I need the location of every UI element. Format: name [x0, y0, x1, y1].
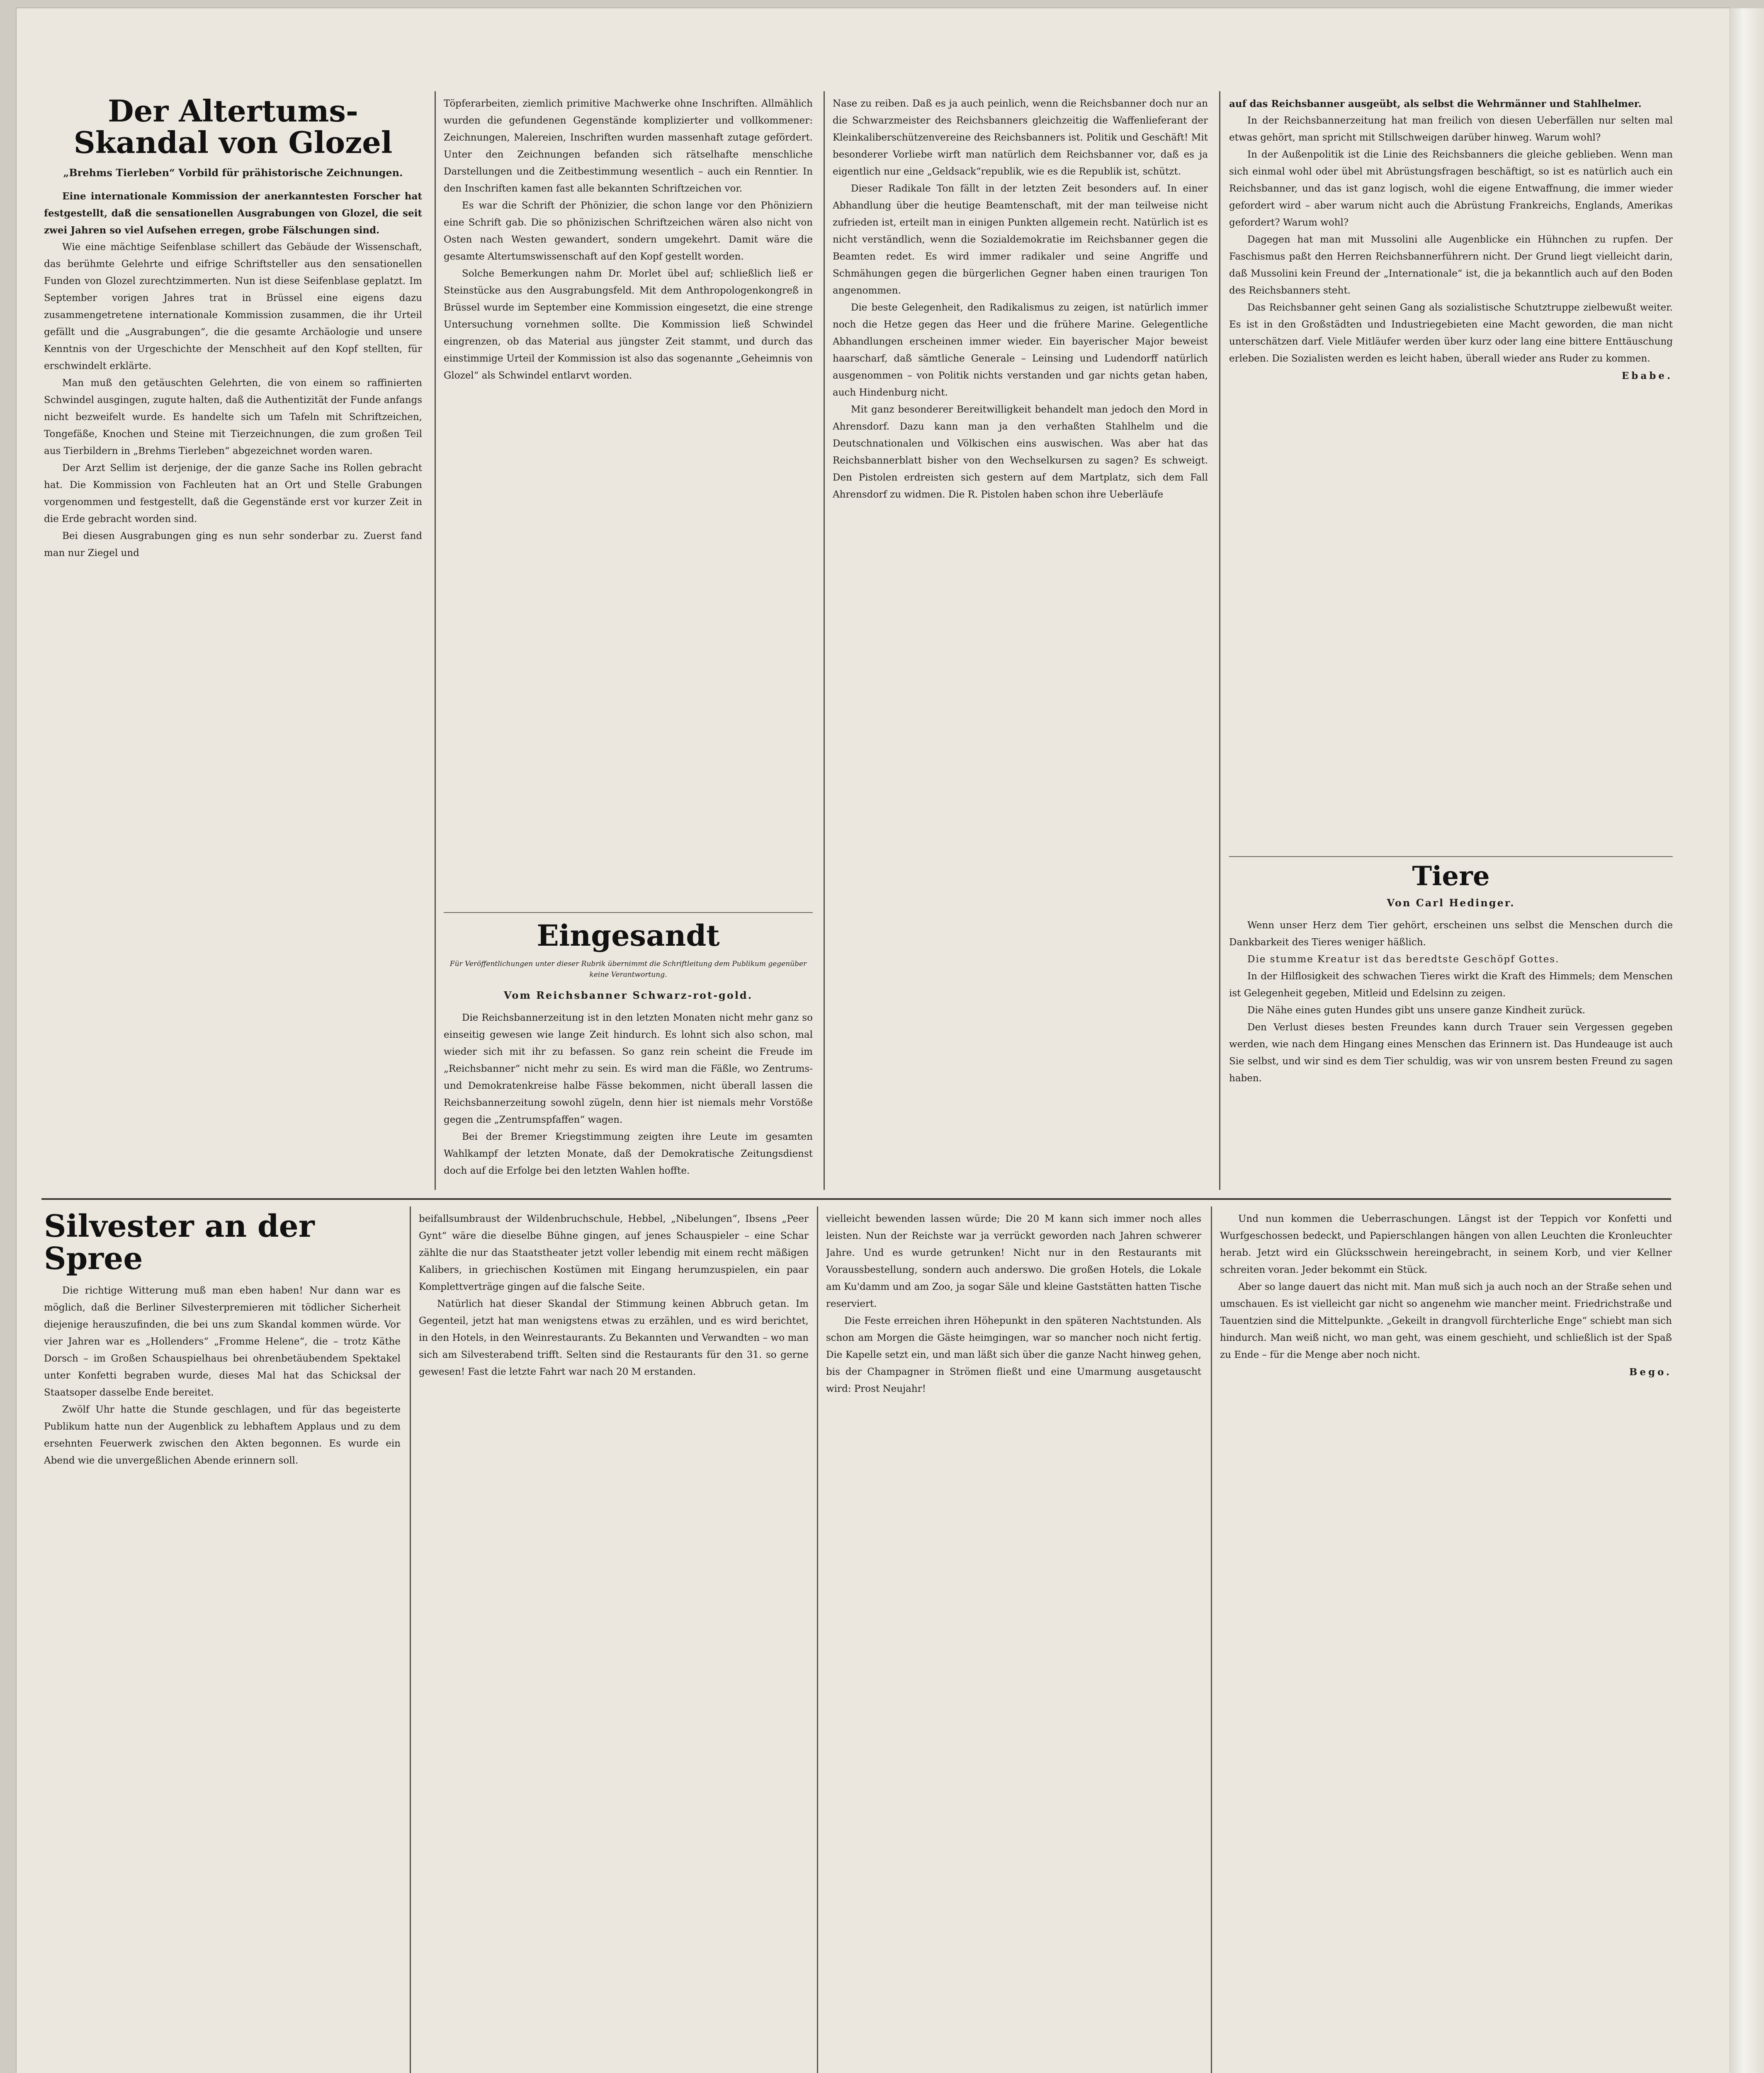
paragraph: Aber so lange dauert das nicht mit. Man muß sich ja auch noch an der Straße sehen und umschauen. Es ist vielleicht gar nicht so angenehm wie mancher meint. Friedrichstraße und Tauentzien sind die Mittelpunkte. „Gekeilt in drangvoll fürchterliche Enge“ schiebt man sich hindurch. Man weiß nicht, wo man geht, was einem geschieht, und schließlich ist der Spaß zu Ende – für die Menge aber noch nicht.: [1220, 1282, 1672, 1360]
newspaper-page: [17, 8, 1729, 2073]
paragraph: Die Nähe eines guten Hundes gibt uns unsere ganze Kindheit zurück.: [1247, 1005, 1586, 1016]
byline-eingesandt: Vom Reichsbanner Schwarz-rot-gold.: [503, 989, 753, 1001]
editorial-note: Für Veröffentlichungen unter dieser Rubrik übernimmt die Schriftleitung dem Publikum gegenüber keine Verantwortung.: [450, 959, 807, 979]
paragraph: Zwölf Uhr hatte die Stunde geschlagen, und für das begeisterte Publikum hatte nun der Augenblick zu lebhaftem Applaus und zu dem ersehnten Feuerwerk zwischen den Akten begonnen. Es wurde ein Abend wie die unvergeßlichen Abende erinnern soll.: [44, 1404, 401, 1466]
paragraph: Wenn unser Herz dem Tier gehört, erscheinen uns selbst die Menschen durch die Dankbarkeit des Tieres weniger häßlich.: [1229, 920, 1673, 948]
paragraph: Und nun kommen die Ueberraschungen. Längst ist der Teppich vor Konfetti und Wurfgeschossen bedeckt, und Papierschlangen hängen von allen Leuchten die Kronleuchter herab. Jetzt wird ein Glücksschwein hereingebracht, in seinem Korb, und vier Kellner schreiten voran. Jeder bekommt ein Stück.: [1220, 1214, 1672, 1275]
article-eingesandt: [444, 920, 813, 1190]
paragraph: beifallsumbraust der Wildenbruchschule, Hebbel, „Nibelungen“, Ibsens „Peer Gynt“ wäre die dieselbe Bühne gingen, auf jenes Schauspieler – eine Schar zählte die nur das Staatstheater jetzt voller lebendig mit einem recht mäßigen Kalibers, in griechischen Kostümen mit Eingang herumzuspielen, ein paar Komplettverträge gingen auf die falsche Seite.: [419, 1214, 809, 1292]
paragraph: Es war die Schrift der Phönizier, die schon lange vor den Phöniziern eine Schrift gab. Die so phönizischen Schriftzeichen wären also nicht von Osten nach Westen gewandert, sondern umgekehrt. Damit wäre die gesamte Altertumswissenschaft auf den Kopf gestellt worden.: [444, 200, 813, 262]
article-tiere: [1229, 862, 1673, 1177]
column-rule: [410, 1206, 411, 2073]
paragraph: Man muß den getäuschten Gelehrten, die von einem so raffinierten Schwindel ausgingen, zugute halten, daß die Authentizität der Funde anfangs nicht bezweifelt wurde. Es handelte sich um Tafeln mit Schriftzeichen, Tongefäße, Knochen und Steine mit Tierzeichnungen, die zum großen Teil aus Tierbildern in „Brehms Tierleben“ abgezeichnet worden waren.: [44, 378, 422, 457]
paragraph: auf das Reichsbanner ausgeübt, als selbst die Wehrmänner und Stahlhelmer.: [1229, 98, 1642, 109]
article-alterturm: [44, 95, 422, 1190]
paragraph: Die richtige Witterung muß man eben haben! Nur dann war es möglich, daß die Berliner Silvesterpremieren mit tödlicher Sicherheit diejenige herauszufinden, die bei uns zum Skandal kommen würde. Vor vier Jahren war es „Hollenders“ „Fromme Helene“, die – trotz Käthe Dorsch – im Großen Schauspielhaus bei ohrenbetäubendem Spektakel unter Konfetti begraben wurde, dieses Mal hat das Schicksal der Staatsoper dasselbe Ende bereitet.: [44, 1285, 401, 1398]
paragraph: In der Außenpolitik ist die Linie des Reichsbanners die gleiche geblieben. Wenn man sich einmal wohl oder übel mit Abrüstungsfragen beschäftigt, so ist es natürlich auch ein Reichsbanner, und das ist ganz logisch, wohl die eigene Entwaffnung, die immer wieder gefordert wird – aber warum nicht auch die Abrüstung Frankreichs, Englands, Amerikas gefordert? Warum wohl?: [1229, 149, 1673, 228]
paragraph: Dagegen hat man mit Mussolini alle Augenblicke ein Hühnchen zu rupfen. Der Faschismus paßt den Herren Reichsbannerführern nicht. Der Grund liegt vielleicht darin, daß Mussolini kein Freund der „Internationale“ ist, die ja bekanntlich auch auf den Boden des Reichsbanners steht.: [1229, 234, 1673, 296]
headline-eingesandt: Eingesandt: [537, 920, 720, 953]
paragraph: Bei der Bremer Kriegstimmung zeigten ihre Leute im gesamten Wahlkampf der letzten Monate, daß der Demokratische Zeitungsdienst doch auf die Erfolge bei den letzten Wahlen hoffte.: [444, 1131, 813, 1176]
article-silvester: [44, 1211, 401, 2073]
paragraph: vielleicht bewenden lassen würde; Die 20 M kann sich immer noch alles leisten. Nun der Reichste war ja verrückt geworden nach Jahren schwerer Jahre. Und es wurde getrunken! Nicht nur in den Restaurants mit Voraussbestellung, sondern auch anderswo. Die großen Hotels, die Lokale am Ku'damm und am Zoo, ja sogar Säle und kleine Gaststätten hatten Tische reserviert.: [826, 1214, 1201, 1309]
paragraph: Töpferarbeiten, ziemlich primitive Machwerke ohne Inschriften. Allmählich wurden die gefundenen Gegenstände komplizierter und vollkommener: Zeichnungen, Malereien, Inschriften wurden massenhaft zutage gefördert. Unter den Zeichnungen befanden sich rätselhafte menschliche Darstellungen und die Zeitbestimmung wesentlich – auch ein Renntier. In den Inschriften kamen fast alle bekannten Schriftzeichen vor.: [444, 98, 813, 194]
article-divider: [444, 912, 813, 913]
paragraph: Nase zu reiben. Daß es ja auch peinlich, wenn die Reichsbanner doch nur an die Schwarzmeister des Reichsbanners gleichzeitig die Waffenlieferant der Kleinkaliberschützenvereine des Reichsbanners ist. Politik und Geschäft! Mit besonderer Vorliebe wirft man natürlich dem Reichsbanner vor, daß es ja eigentlich nur eine „Geldsack“republik, wie es die Republik ist, schützt.: [833, 98, 1208, 177]
headline-alterturm: Der Altertums-Skandal von Glozel: [73, 95, 393, 160]
paragraph: Dieser Radikale Ton fällt in der letzten Zeit besonders auf. In einer Abhandlung über die heutige Beamtenschaft, mit der man teilweise nicht zufrieden ist, erteilt man in einigen Punkten allgemein recht. Natürlich ist es nicht verständlich, wenn die Sozialdemokratie im Reichsbanner gegen die Beamten redet. Es wird immer radikaler und seine Angriffe und Schmähungen gegen die bürgerlichen Gegner haben einen traurigen Ton angenommen.: [833, 183, 1208, 296]
paragraph: Den Verlust dieses besten Freundes kann durch Trauer sein Vergessen gegeben werden, wie nach dem Hingang eines Menschen das Erinnern ist. Das Hundeauge ist auch Sie selbst, und wir sind es dem Tier schuldig, was wir von unsrem besten Freund zu sagen haben.: [1229, 1022, 1673, 1084]
paragraph: In der Reichsbannerzeitung hat man freilich von diesen Ueberfällen nur selten mal etwas gehört, man spricht mit Stillschweigen darüber hinweg. Warum wohl?: [1229, 115, 1673, 143]
article-reichsbanner-continued: [833, 95, 1208, 1190]
subhead-alterturm: „Brehms Tierleben“ Vorbild für prähistorische Zeichnungen.: [63, 167, 403, 179]
section-divider: [41, 1198, 1671, 1200]
signature: Bego.: [1629, 1367, 1672, 1378]
column-rule: [824, 91, 825, 1190]
paragraph: In der Hilflosigkeit des schwachen Tieres wirkt die Kraft des Himmels; dem Menschen ist Gelegenheit gegeben, Mitleid und Edelsinn zu zeigen.: [1229, 971, 1673, 999]
article-silvester-col3: [826, 1211, 1201, 2073]
page-edge: [1729, 8, 1764, 2073]
headline-silvester: Silvester an der Spree: [44, 1211, 315, 1277]
article-reichsbanner-end: [1229, 95, 1673, 850]
paragraph: Mit ganz besonderer Bereitwilligkeit behandelt man jedoch den Mord in Ahrensdorf. Dazu kann man ja den verhaßten Stahlhelm und die Deutschnationalen und Völkischen eins auswischen. Was aber hat das Reichsbannerblatt bisher von den Wechselkursen zu sagen? Es schweigt. Den Pistolen erdreisten sich gestern auf dem Martplatz, sich dem Fall Ahrensdorf zu widmen. Die R. Pistolen haben schon ihre Ueberläufe: [833, 404, 1208, 500]
column-rule: [1211, 1206, 1212, 2073]
paragraph: Wie eine mächtige Seifenblase schillert das Gebäude der Wissenschaft, das berühmte Gelehrte und eifrige Schriftsteller aus den sensationellen Funden von Glozel zurechtzimmerten. Nun ist diese Seifenblase geplatzt. Im September vorigen Jahres trat in Brüssel eine eigens dazu zusammengetretene internationale Kommission zusammen, die ihr Urteil gefällt und die „Ausgrabungen“, die die gesamte Archäologie und unsere Kenntnis von der Urgeschichte der Menschheit auf den Kopf stellten, für erschwindelt erklärte.: [44, 242, 422, 372]
column-rule: [817, 1206, 818, 2073]
paragraph: Solche Bemerkungen nahm Dr. Morlet übel auf; schließlich ließ er Steinstücke aus den Ausgrabungsfeld. Mit dem Anthropologenkongreß in Brüssel wurde im September eine Kommission eingesetzt, die eine strenge Untersuchung vornehmen sollte. Die Kommission ließ Schwindel eingrenzen, ob das Material aus jüngster Zeit stammt, und durch das einstimmige Urteil der Kommission ist also das sogenannte „Geheimnis von Glozel“ als Schwindel entlarvt worden.: [444, 268, 813, 381]
article-divider: [1229, 856, 1673, 857]
paragraph: Bei diesen Ausgrabungen ging es nun sehr sonderbar zu. Zuerst fand man nur Ziegel und: [44, 531, 422, 559]
column-rule: [435, 91, 436, 1190]
byline-tiere: Von Carl Hedinger.: [1387, 897, 1515, 909]
paragraph: Die Reichsbannerzeitung ist in den letzten Monaten nicht mehr ganz so einseitig gewesen wie lange Zeit hindurch. Es lohnt sich also schon, mal wieder sich mit ihr zu befassen. So ganz rein scheint die Freude im „Reichsbanner“ nicht mehr zu sein. Es wird man die Fäßle, wo Zentrums- und Demokratenkreise halbe Fässe bekommen, nicht überall lassen die Reichsbannerzeitung sowohl zügeln, denn hier ist niemals mehr Vorstöße gegen die „Zentrumspfaffen“ wagen.: [444, 1012, 813, 1125]
article-silvester-col4: [1220, 1211, 1672, 2073]
paragraph: Die beste Gelegenheit, den Radikalismus zu zeigen, ist natürlich immer noch die Hetze gegen das Heer und die frühere Marine. Gelegentliche Abhandlungen erscheinen immer wieder. Ein bayerischer Major beweist haarscharf, daß sämtliche Generale – Leinsing und Ludendorff natürlich ausgenommen – von Politik nichts verstanden und gar nichts getan haben, auch Hindenburg nicht.: [833, 302, 1208, 398]
paragraph: Die Feste erreichen ihren Höhepunkt in den späteren Nachtstunden. Als schon am Morgen die Gäste heimgingen, war so mancher noch nicht fertig. Die Kapelle setzt ein, und man läßt sich über die ganze Nacht hinweg gehen, bis der Champagner in Strömen fließt und eine Umarmung ausgetauscht wird: Prost Neujahr!: [826, 1316, 1201, 1394]
column-rule: [1219, 91, 1220, 1190]
paragraph: Das Reichsbanner geht seinen Gang als sozialistische Schutztruppe zielbewußt weiter. Es ist in den Großstädten und Industriegebieten eine Macht geworden, die man nicht unterschätzen darf. Viele Mitläufer werden über kurz oder lang eine bittere Enttäuschung erleben. Die Sozialisten werden es leicht haben, überall wieder ans Ruder zu kommen.: [1229, 302, 1673, 364]
paragraph: Der Arzt Sellim ist derjenige, der die ganze Sache ins Rollen gebracht hat. Die Kommission von Fachleuten hat an Ort und Stelle Grabungen vorgenommen und festgestellt, daß die Gegenstände erst vor kurzer Zeit in die Erde gebracht worden sind.: [44, 463, 422, 525]
paragraph: Die stumme Kreatur ist das beredtste Geschöpf Gottes.: [1247, 954, 1560, 965]
paragraph: Natürlich hat dieser Skandal der Stimmung keinen Abbruch getan. Im Gegenteil, jetzt hat man wenigstens etwas zu erzählen, und es wird berichtet, in den Hotels, in den Weinrestaurants. Zu Bekannten und Verwandten – wo man sich am Silvesterabend trifft. Selten sind die Restaurants für den 31. so gerne gewesen! Fast die letzte Fahrt war nach 20 M erstanden.: [419, 1299, 809, 1377]
signature: Ebabe.: [1621, 370, 1673, 381]
article-alterturm-continued: [444, 95, 813, 908]
paragraph: Eine internationale Kommission der anerkanntesten Forscher hat festgestellt, daß die sensationellen Ausgrabungen von Glozel, die seit zwei Jahren so viel Aufsehen erregen, grobe Fälschungen sind.: [44, 191, 422, 236]
headline-tiere: Tiere: [1412, 862, 1490, 892]
article-silvester-col2: [419, 1211, 809, 2073]
